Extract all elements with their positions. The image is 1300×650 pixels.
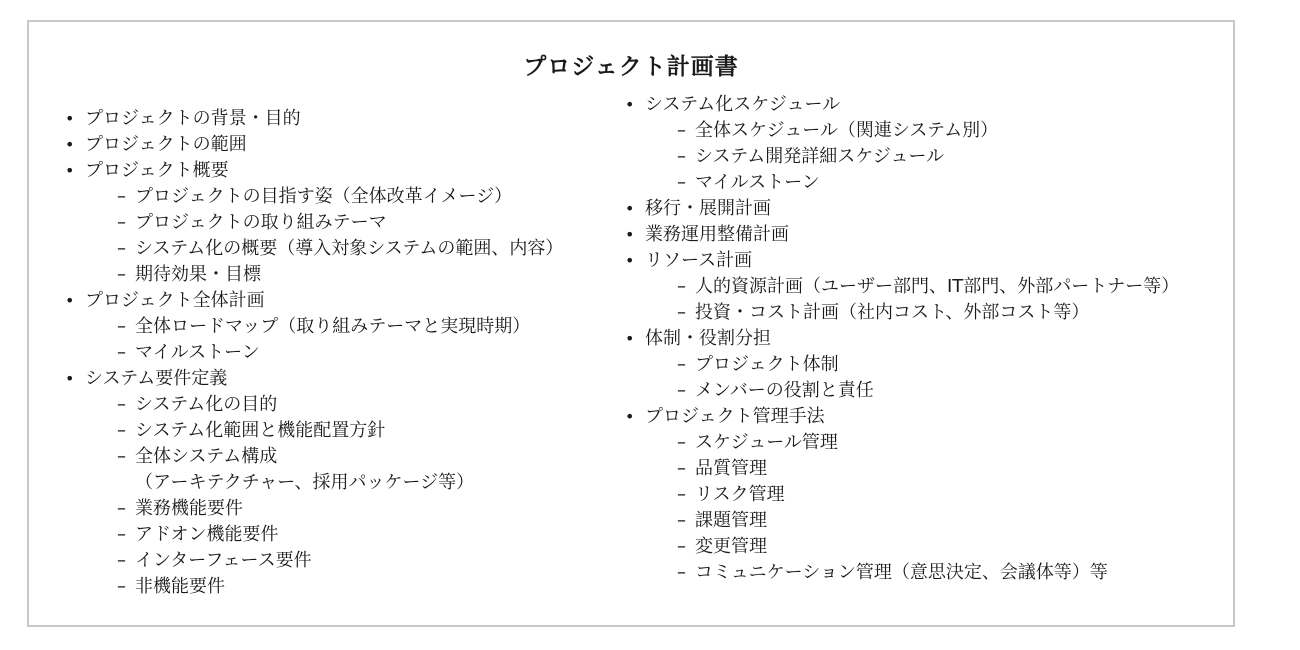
sub-item bbox=[677, 352, 1179, 378]
outline-item-label: リソース計画 bbox=[645, 250, 753, 271]
sub-item bbox=[677, 300, 1179, 326]
dash-glyph: – bbox=[117, 420, 126, 441]
dash-glyph: – bbox=[117, 316, 126, 337]
outline-item bbox=[625, 92, 1179, 196]
sub-item-label: リスク管理 bbox=[695, 484, 785, 505]
sub-item-label: システム化の目的 bbox=[135, 394, 278, 415]
sub-item bbox=[677, 482, 1179, 508]
dash-glyph: – bbox=[677, 510, 686, 531]
bullet-glyph: • bbox=[65, 291, 75, 310]
dash-glyph: – bbox=[117, 394, 126, 415]
outline-item-label: 業務運用整備計画 bbox=[645, 224, 789, 245]
outline-item bbox=[65, 366, 563, 600]
sub-item bbox=[117, 496, 563, 522]
sub-item-label: スケジュール管理 bbox=[695, 432, 838, 453]
dash-glyph: – bbox=[677, 562, 686, 583]
outline-item-label: システム要件定義 bbox=[85, 368, 228, 389]
sub-list bbox=[65, 184, 563, 288]
dash-glyph: – bbox=[117, 550, 126, 571]
sub-item-label: 全体システム構成 bbox=[135, 446, 278, 467]
sub-item-label: 課題管理 bbox=[695, 510, 767, 531]
sub-item bbox=[117, 236, 563, 262]
sub-item-label: コミュニケーション管理（意思決定、会議体等）等 bbox=[695, 562, 1108, 583]
dash-glyph: – bbox=[117, 342, 126, 363]
right-column bbox=[625, 92, 1179, 586]
bullet-glyph: • bbox=[65, 369, 75, 388]
sub-item-continuation: （アーキテクチャー、採用パッケージ等） bbox=[135, 472, 475, 493]
outline-item-label: システム化スケジュール bbox=[645, 94, 841, 115]
outline-item bbox=[625, 196, 1179, 222]
outline-item bbox=[625, 326, 1179, 404]
bullet-glyph: • bbox=[625, 225, 635, 244]
sub-list bbox=[625, 430, 1179, 586]
sub-item bbox=[677, 456, 1179, 482]
sub-item bbox=[117, 392, 563, 418]
outline-item-label: 体制・役割分担 bbox=[645, 328, 771, 349]
dash-glyph: – bbox=[117, 446, 126, 467]
sub-item bbox=[117, 210, 563, 236]
sub-item bbox=[117, 444, 563, 496]
document-frame bbox=[27, 20, 1235, 627]
sub-list bbox=[65, 392, 563, 600]
outline-item bbox=[625, 222, 1179, 248]
sub-item bbox=[117, 574, 563, 600]
sub-item bbox=[677, 144, 1179, 170]
sub-item-label: 期待効果・目標 bbox=[135, 264, 261, 285]
sub-item-label: 人的資源計画（ユーザー部門、IT部門、外部パートナー等） bbox=[695, 276, 1180, 297]
outline-item-label: プロジェクト全体計画 bbox=[85, 290, 265, 311]
sub-item-label: プロジェクトの目指す姿（全体改革イメージ） bbox=[135, 186, 513, 207]
sub-item bbox=[677, 508, 1179, 534]
sub-item-label: メンバーの役割と責任 bbox=[695, 380, 874, 401]
dash-glyph: – bbox=[117, 524, 126, 545]
sub-list bbox=[625, 274, 1179, 326]
sub-item bbox=[677, 118, 1179, 144]
sub-item-label: アドオン機能要件 bbox=[135, 524, 279, 545]
sub-list bbox=[65, 314, 563, 366]
sub-list bbox=[625, 118, 1179, 196]
bullet-glyph: • bbox=[65, 135, 75, 154]
sub-item-label: システム化範囲と機能配置方針 bbox=[135, 420, 386, 441]
sub-item bbox=[677, 274, 1179, 300]
dash-glyph: – bbox=[677, 146, 686, 167]
dash-glyph: – bbox=[117, 576, 126, 597]
sub-item-label: 品質管理 bbox=[695, 458, 767, 479]
sub-item-label: 全体スケジュール（関連システム別） bbox=[695, 120, 999, 141]
dash-glyph: – bbox=[677, 276, 686, 297]
bullet-glyph: • bbox=[625, 95, 635, 114]
sub-item-label: システム開発詳細スケジュール bbox=[695, 146, 945, 167]
sub-item-label: 変更管理 bbox=[695, 536, 767, 557]
outline-item bbox=[625, 404, 1179, 586]
sub-item-label: マイルストーン bbox=[695, 172, 820, 193]
bullet-glyph: • bbox=[65, 109, 75, 128]
sub-item bbox=[677, 378, 1179, 404]
sub-item bbox=[677, 534, 1179, 560]
dash-glyph: – bbox=[677, 484, 686, 505]
dash-glyph: – bbox=[677, 354, 686, 375]
sub-item-label: プロジェクトの取り組みテーマ bbox=[135, 212, 387, 233]
dash-glyph: – bbox=[117, 238, 126, 259]
dash-glyph: – bbox=[117, 498, 126, 519]
outline-item bbox=[65, 132, 563, 158]
outline-item-label: プロジェクトの範囲 bbox=[85, 134, 247, 155]
dash-glyph: – bbox=[677, 120, 686, 141]
sub-item-label: プロジェクト体制 bbox=[695, 354, 839, 375]
sub-item bbox=[117, 548, 563, 574]
outline-item-label: 移行・展開計画 bbox=[645, 198, 771, 219]
sub-item-label: 投資・コスト計画（社内コスト、外部コスト等） bbox=[695, 302, 1090, 323]
outline-item-label: プロジェクト概要 bbox=[85, 160, 229, 181]
left-column bbox=[65, 106, 563, 600]
sub-item bbox=[117, 184, 563, 210]
sub-item bbox=[677, 430, 1179, 456]
outline-item bbox=[65, 106, 563, 132]
bullet-glyph: • bbox=[625, 251, 635, 270]
dash-glyph: – bbox=[677, 302, 686, 323]
sub-item-label: 非機能要件 bbox=[135, 576, 225, 597]
dash-glyph: – bbox=[677, 432, 686, 453]
sub-item-label: システム化の概要（導入対象システムの範囲、内容） bbox=[135, 238, 564, 259]
dash-glyph: – bbox=[677, 536, 686, 557]
bullet-glyph: • bbox=[625, 199, 635, 218]
bullet-glyph: • bbox=[625, 407, 635, 426]
outline-item bbox=[65, 158, 563, 288]
dash-glyph: – bbox=[117, 186, 126, 207]
sub-list bbox=[625, 352, 1179, 404]
sub-item-label: 業務機能要件 bbox=[135, 498, 243, 519]
dash-glyph: – bbox=[677, 380, 686, 401]
dash-glyph: – bbox=[677, 172, 686, 193]
outline-item bbox=[65, 288, 563, 366]
sub-item bbox=[117, 418, 563, 444]
sub-item-label: インターフェース要件 bbox=[135, 550, 312, 571]
outline-item-label: プロジェクト管理手法 bbox=[645, 406, 825, 427]
dash-glyph: – bbox=[117, 264, 126, 285]
sub-item bbox=[117, 340, 563, 366]
dash-glyph: – bbox=[677, 458, 686, 479]
document-title: プロジェクト計画書 bbox=[523, 54, 739, 80]
sub-item bbox=[117, 262, 563, 288]
sub-item-label: マイルストーン bbox=[135, 342, 260, 363]
sub-item bbox=[677, 560, 1179, 586]
outline-item bbox=[625, 248, 1179, 326]
outline-item-label: プロジェクトの背景・目的 bbox=[85, 108, 301, 129]
bullet-glyph: • bbox=[625, 329, 635, 348]
sub-item bbox=[117, 522, 563, 548]
sub-item bbox=[677, 170, 1179, 196]
sub-item bbox=[117, 314, 563, 340]
bullet-glyph: • bbox=[65, 161, 75, 180]
dash-glyph: – bbox=[117, 212, 126, 233]
sub-item-label: 全体ロードマップ（取り組みテーマと実現時期） bbox=[135, 316, 531, 337]
